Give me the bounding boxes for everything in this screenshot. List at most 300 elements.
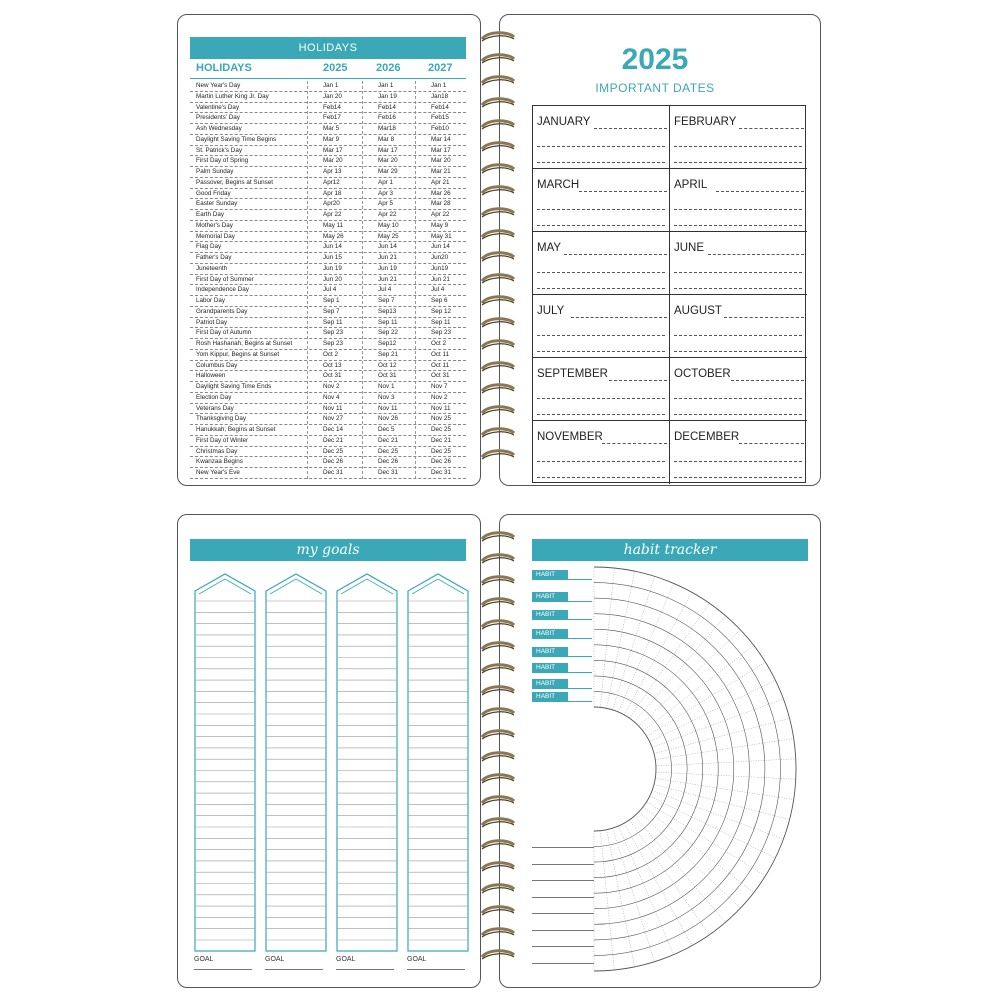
holiday-name: Earth Day: [196, 211, 224, 218]
holiday-name: St. Patrick's Day: [196, 146, 242, 154]
holiday-row: [190, 404, 466, 415]
holiday-date-2026: Sep 22: [378, 329, 398, 337]
holiday-date-2025: Jun 20: [323, 275, 342, 283]
holiday-date-2025: Sep 11: [323, 318, 343, 326]
spiral-ring-icon: [480, 272, 516, 286]
writing-line[interactable]: [537, 414, 665, 415]
spiral-ring-icon: [480, 52, 516, 66]
writing-line[interactable]: [579, 191, 667, 192]
month-cell-april: [670, 169, 807, 232]
holiday-date-2025: Dec 21: [323, 436, 343, 444]
holiday-row: [190, 113, 466, 124]
holiday-row: [190, 296, 466, 307]
spiral-ring-icon: [480, 162, 516, 176]
holiday-name: Grandparents Day: [196, 307, 248, 315]
goal-column: [194, 573, 256, 953]
writing-line[interactable]: [674, 225, 802, 226]
holiday-date-2026: Feb16: [378, 114, 396, 122]
holiday-row: [190, 436, 466, 447]
holiday-date-2025: Apr 13: [323, 168, 342, 175]
holiday-name: Election Day: [196, 393, 232, 401]
holiday-row: [190, 425, 466, 436]
holiday-date-2026: Mar 20: [378, 157, 398, 165]
spiral-ring-icon: [480, 838, 516, 852]
holiday-date-2025: Dec 25: [323, 447, 343, 455]
holiday-date-2026: Mar 29: [378, 168, 398, 175]
holiday-name: Independence Day: [196, 286, 249, 294]
writing-line[interactable]: [537, 225, 665, 226]
holiday-date-2026: Dec 26: [378, 458, 398, 466]
month-cell-september: [533, 358, 670, 421]
holiday-date-2025: May 26: [323, 232, 344, 240]
writing-line[interactable]: [537, 146, 665, 147]
writing-line[interactable]: [537, 351, 665, 352]
goal-label: GOAL: [336, 956, 356, 963]
spiral-ring-icon: [480, 448, 516, 462]
holiday-date-2026: Nov 3: [378, 393, 395, 401]
holiday-date-2026: Feb14: [378, 103, 396, 111]
holiday-name: Memorial Day: [196, 232, 235, 240]
holiday-date-2026: Jul 4: [378, 286, 392, 294]
habit-label: HABIT: [532, 692, 568, 702]
holiday-row: [190, 124, 466, 135]
holiday-name: Kwanzaa Begins: [196, 458, 243, 466]
holiday-date-2026: Jun 21: [378, 275, 397, 283]
spiral-binding-top: [480, 30, 516, 470]
holiday-date-2027: Mar 28: [431, 200, 451, 208]
holiday-date-2027: Jan 1: [431, 82, 447, 89]
writing-line[interactable]: [716, 191, 804, 192]
holiday-row: [190, 156, 466, 167]
holiday-row: [190, 199, 466, 210]
holiday-date-2026: Dec 5: [378, 426, 395, 433]
month-cell-december: [670, 421, 807, 484]
holiday-name: Juneteenth: [196, 264, 228, 272]
goal-checklist-shape: [407, 573, 469, 953]
writing-line[interactable]: [674, 162, 802, 163]
holiday-date-2026: Jan 19: [378, 92, 397, 100]
writing-line[interactable]: [537, 288, 665, 289]
holiday-date-2027: Apr 22: [431, 211, 450, 218]
writing-line[interactable]: [674, 414, 802, 415]
spiral-ring-icon: [480, 640, 516, 654]
holiday-date-2027: Nov 11: [431, 404, 451, 412]
holiday-row: [190, 361, 466, 372]
holiday-date-2027: Oct 11: [431, 361, 450, 369]
month-cell-january: [533, 106, 670, 169]
holidays-column-header: HOLIDAYS: [196, 62, 252, 74]
holiday-row: [190, 146, 466, 157]
holiday-date-2027: Mar 26: [431, 189, 451, 197]
spiral-ring-icon: [480, 360, 516, 374]
holiday-name: Mother's Day: [196, 221, 233, 229]
month-label: MARCH: [537, 179, 580, 191]
holiday-row: [190, 135, 466, 146]
writing-line[interactable]: [537, 477, 665, 478]
goal-column: [336, 573, 398, 953]
writing-line[interactable]: [602, 443, 667, 444]
holiday-date-2026: Apr 1: [378, 178, 394, 186]
spiral-ring-icon: [480, 904, 516, 918]
holiday-row: [190, 468, 466, 479]
holiday-name: Daylight Saving Time Ends: [196, 383, 272, 390]
holiday-row: [190, 178, 466, 189]
month-label: MAY: [537, 242, 562, 254]
holiday-date-2026: May 25: [378, 232, 399, 240]
holiday-name: First Day of Summer: [196, 275, 254, 283]
holiday-name: Flag Day: [196, 243, 222, 251]
writing-line[interactable]: [564, 254, 667, 255]
month-label: APRIL: [674, 179, 708, 191]
month-cell-march: [533, 169, 670, 232]
holiday-date-2026: Jan 1: [378, 82, 394, 89]
habit-label: HABIT: [532, 647, 568, 657]
holiday-date-2025: Oct 13: [323, 361, 342, 369]
holiday-row: [190, 275, 466, 286]
holiday-date-2027: Dec 21: [431, 436, 451, 444]
holiday-date-2027: Oct 2: [431, 340, 447, 347]
holiday-row: [190, 92, 466, 103]
holiday-row: [190, 210, 466, 221]
holiday-date-2025: Mar 17: [323, 146, 343, 154]
writing-line[interactable]: [537, 162, 665, 163]
holiday-date-2025: Apr20: [323, 200, 340, 208]
holiday-date-2025: Dec 26: [323, 458, 343, 466]
holiday-name: Passover, Begins at Sunset: [196, 178, 274, 186]
habit-label: HABIT: [532, 663, 568, 673]
holiday-date-2026: Nov 1: [378, 383, 395, 390]
spiral-ring-icon: [480, 404, 516, 418]
holiday-date-2027: Jun20: [431, 254, 449, 261]
holiday-date-2025: Apr 22: [323, 211, 342, 218]
habit-label: HABIT: [532, 592, 568, 602]
holiday-row: [190, 318, 466, 329]
holiday-date-2025: Sep 23: [323, 340, 343, 347]
writing-line[interactable]: [537, 272, 665, 273]
spiral-ring-icon: [480, 860, 516, 874]
holiday-date-2026: Apr 5: [378, 200, 394, 208]
writing-line[interactable]: [537, 335, 665, 336]
goal-write-line[interactable]: [407, 969, 465, 970]
spiral-ring-icon: [480, 706, 516, 720]
holiday-date-2027: Feb14: [431, 103, 449, 111]
month-cell-august: [670, 295, 807, 358]
goal-label: GOAL: [194, 956, 214, 963]
holiday-date-2025: Oct 31: [323, 372, 342, 380]
holiday-date-2027: Mar 20: [431, 157, 451, 165]
holiday-row: [190, 81, 466, 92]
holiday-date-2027: May 9: [431, 221, 449, 229]
spiral-ring-icon: [480, 338, 516, 352]
holiday-date-2025: Mar 9: [323, 135, 340, 143]
holiday-date-2027: Jul 4: [431, 286, 445, 294]
holidays-table: [190, 81, 466, 479]
holiday-row: [190, 103, 466, 114]
spiral-ring-icon: [480, 596, 516, 610]
goal-write-line[interactable]: [265, 969, 323, 970]
holiday-date-2026: Jun 19: [378, 264, 397, 272]
holiday-date-2025: Nov 27: [323, 415, 343, 423]
holiday-row: [190, 393, 466, 404]
holiday-date-2025: Feb14: [323, 103, 341, 111]
holiday-name: Christmas Day: [196, 447, 238, 455]
holiday-date-2027: Jan18: [431, 92, 449, 100]
holiday-date-2027: Mar 17: [431, 146, 451, 154]
holiday-date-2027: Dec 25: [431, 426, 451, 433]
holiday-date-2025: Sep 7: [323, 307, 340, 315]
holiday-date-2025: Nov 11: [323, 404, 343, 412]
month-cell-june: [670, 232, 807, 295]
spiral-ring-icon: [480, 316, 516, 330]
holiday-name: Columbus Day: [196, 361, 238, 369]
holiday-name: Palm Sunday: [196, 168, 234, 175]
spiral-ring-icon: [480, 228, 516, 242]
writing-line[interactable]: [571, 317, 667, 318]
holiday-date-2026: Sep12: [378, 340, 397, 347]
goals-title-bar: my goals: [190, 539, 466, 561]
goal-column: [265, 573, 327, 953]
month-label: DECEMBER: [674, 431, 740, 443]
holiday-name: Ash Wednesday: [196, 125, 242, 132]
goal-checklist-shape: [336, 573, 398, 953]
holiday-date-2027: Sep 23: [431, 329, 451, 337]
spiral-ring-icon: [480, 382, 516, 396]
spiral-ring-icon: [480, 250, 516, 264]
holiday-date-2025: Apr12: [323, 178, 340, 186]
holiday-name: New Year's Eve: [196, 469, 240, 476]
holiday-date-2026: Nov 26: [378, 415, 398, 423]
holidays-header-row: [190, 62, 466, 79]
writing-line[interactable]: [609, 380, 667, 381]
holiday-name: New Year's Day: [196, 82, 241, 89]
holiday-name: Martin Luther King Jr. Day: [196, 92, 269, 100]
spiral-ring-icon: [480, 794, 516, 808]
writing-line[interactable]: [674, 398, 802, 399]
holiday-date-2026: Dec 25: [378, 447, 398, 455]
holiday-name: Daylight Saving Time Begins: [196, 135, 277, 143]
writing-line[interactable]: [724, 317, 804, 318]
important-dates-page: [499, 14, 821, 486]
holiday-row: [190, 414, 466, 425]
writing-line[interactable]: [674, 209, 802, 210]
month-cell-may: [533, 232, 670, 295]
holiday-date-2026: Sep13: [378, 307, 397, 315]
holiday-date-2027: Nov 25: [431, 415, 451, 423]
holiday-date-2025: Dec 14: [323, 426, 343, 433]
holiday-row: [190, 242, 466, 253]
habit-tracker-title-bar: habit tracker: [532, 539, 808, 561]
holiday-name: Thanksgiving Day: [196, 415, 247, 423]
holidays-title-bar: HOLIDAYS: [190, 37, 466, 59]
holiday-row: [190, 221, 466, 232]
month-cell-july: [533, 295, 670, 358]
holiday-name: First Day of Winter: [196, 436, 249, 444]
holiday-date-2025: Feb17: [323, 114, 341, 122]
holiday-name: Patriot Day: [196, 318, 228, 326]
holiday-date-2025: Jan 1: [323, 82, 339, 89]
spiral-ring-icon: [480, 30, 516, 44]
holiday-date-2026: Oct 31: [378, 372, 397, 380]
spiral-ring-icon: [480, 140, 516, 154]
holidays-page: [177, 14, 481, 486]
month-cell-november: [533, 421, 670, 484]
months-grid: [532, 105, 806, 483]
holiday-name: Halloween: [196, 372, 226, 380]
holiday-name: Good Friday: [196, 189, 231, 197]
holiday-date-2027: Oct 31: [431, 372, 450, 380]
spiral-ring-icon: [480, 684, 516, 698]
holiday-date-2027: Mar 21: [431, 168, 451, 175]
holiday-row: [190, 371, 466, 382]
habit-label: HABIT: [532, 679, 568, 689]
holiday-date-2026: Sep 11: [378, 318, 398, 326]
spiral-ring-icon: [480, 426, 516, 440]
month-cell-february: [670, 106, 807, 169]
holiday-date-2027: May 31: [431, 232, 452, 240]
writing-line[interactable]: [739, 128, 804, 129]
habit-tracker-grid: [500, 515, 822, 989]
holiday-date-2025: Oct 2: [323, 350, 339, 358]
spiral-ring-icon: [480, 74, 516, 88]
writing-line[interactable]: [537, 461, 665, 462]
holiday-date-2026: Dec 21: [378, 436, 398, 444]
spiral-ring-icon: [480, 728, 516, 742]
holiday-date-2025: Jul 4: [323, 286, 337, 294]
holiday-row: [190, 285, 466, 296]
holiday-date-2026: Nov 11: [378, 404, 398, 412]
holiday-name: Rosh Hashanah, Begins at Sunset: [196, 340, 293, 347]
writing-line[interactable]: [674, 272, 802, 273]
goal-write-line[interactable]: [336, 969, 394, 970]
holiday-row: [190, 328, 466, 339]
holiday-row: [190, 457, 466, 468]
holiday-row: [190, 350, 466, 361]
spiral-ring-icon: [480, 882, 516, 896]
writing-line[interactable]: [537, 209, 665, 210]
holiday-row: [190, 232, 466, 243]
spiral-ring-icon: [480, 816, 516, 830]
holiday-date-2027: Dec 25: [431, 447, 451, 455]
year-header-2026: 2026: [376, 62, 401, 74]
spiral-ring-icon: [480, 294, 516, 308]
writing-line[interactable]: [594, 128, 667, 129]
spiral-ring-icon: [480, 750, 516, 764]
holiday-date-2025: Mar 5: [323, 125, 340, 132]
holiday-row: [190, 447, 466, 458]
spiral-ring-icon: [480, 574, 516, 588]
month-label: AUGUST: [674, 305, 722, 317]
holiday-date-2027: Nov 2: [431, 393, 448, 401]
holiday-date-2027: Jun 14: [431, 243, 450, 251]
holiday-date-2026: Mar18: [378, 125, 396, 132]
holiday-date-2027: Feb15: [431, 114, 449, 122]
writing-line[interactable]: [674, 335, 802, 336]
holiday-date-2025: Jun 15: [323, 254, 342, 261]
holiday-date-2025: Nov 4: [323, 393, 340, 401]
goal-checklist-shape: [265, 573, 327, 953]
writing-line[interactable]: [674, 288, 802, 289]
holiday-date-2027: Dec 31: [431, 469, 451, 476]
holiday-date-2027: Apr 21: [431, 178, 450, 186]
holiday-date-2025: Dec 31: [323, 469, 343, 476]
holiday-date-2026: Apr 22: [378, 211, 397, 218]
holiday-date-2027: Feb10: [431, 125, 449, 132]
goal-write-line[interactable]: [194, 969, 252, 970]
writing-line[interactable]: [674, 461, 802, 462]
holiday-date-2026: Mar 8: [378, 135, 395, 143]
holiday-date-2025: Sep 1: [323, 297, 340, 304]
spiral-ring-icon: [480, 948, 516, 962]
important-dates-subtitle: IMPORTANT DATES: [595, 81, 715, 95]
spiral-ring-icon: [480, 552, 516, 566]
holiday-date-2027: Jun19: [431, 264, 449, 272]
holiday-row: [190, 253, 466, 264]
holiday-date-2025: Nov 2: [323, 383, 340, 390]
holiday-date-2026: Mar 17: [378, 146, 398, 154]
holiday-name: Hanukkah, Begins at Sunset: [196, 426, 276, 433]
month-label: JANUARY: [537, 116, 591, 128]
holiday-name: Yom Kippur, Begins at Sunset: [196, 350, 280, 358]
holiday-name: Veterans Day: [196, 404, 234, 412]
writing-line[interactable]: [674, 146, 802, 147]
holiday-date-2025: Sep 23: [323, 329, 343, 337]
goal-checklist-shape: [194, 573, 256, 953]
habit-label: HABIT: [532, 570, 568, 580]
holiday-date-2025: Mar 20: [323, 157, 343, 165]
spiral-ring-icon: [480, 618, 516, 632]
month-label: NOVEMBER: [537, 431, 603, 443]
writing-line[interactable]: [674, 477, 802, 478]
writing-line[interactable]: [537, 398, 665, 399]
habit-label: HABIT: [532, 629, 568, 639]
goals-page: [177, 514, 481, 988]
habit-label: HABIT: [532, 610, 568, 620]
holiday-date-2025: Jun 14: [323, 243, 342, 251]
holiday-row: [190, 189, 466, 200]
month-label: OCTOBER: [674, 368, 731, 380]
goal-label: GOAL: [265, 956, 285, 963]
holiday-date-2027: Mar 14: [431, 135, 451, 143]
month-label: FEBRUARY: [674, 116, 737, 128]
holiday-name: First Day of Autumn: [196, 329, 252, 337]
holiday-row: [190, 339, 466, 350]
holiday-date-2027: Sep 11: [431, 318, 451, 326]
writing-line[interactable]: [731, 380, 804, 381]
holiday-date-2025: Apr 18: [323, 189, 342, 197]
holiday-date-2026: Jun 21: [378, 254, 397, 261]
writing-line[interactable]: [674, 351, 802, 352]
holiday-date-2026: Dec 31: [378, 469, 398, 476]
year-heading: 2025: [621, 43, 689, 76]
month-label: JUNE: [674, 242, 705, 254]
holiday-date-2026: Oct 12: [378, 361, 397, 369]
spiral-ring-icon: [480, 184, 516, 198]
holiday-name: Father's Day: [196, 254, 232, 261]
writing-line[interactable]: [739, 443, 804, 444]
holiday-name: Presidents' Day: [196, 114, 240, 122]
holiday-name: Easter Sunday: [196, 200, 238, 208]
writing-line[interactable]: [708, 254, 804, 255]
month-cell-october: [670, 358, 807, 421]
holiday-date-2027: Sep 12: [431, 307, 451, 315]
spiral-ring-icon: [480, 926, 516, 940]
spiral-ring-icon: [480, 772, 516, 786]
holiday-date-2026: Jun 14: [378, 243, 397, 251]
holiday-date-2026: Sep 21: [378, 350, 398, 358]
month-label: JULY: [537, 305, 565, 317]
holiday-date-2027: Nov 7: [431, 383, 448, 390]
holiday-date-2027: Dec 26: [431, 458, 451, 466]
